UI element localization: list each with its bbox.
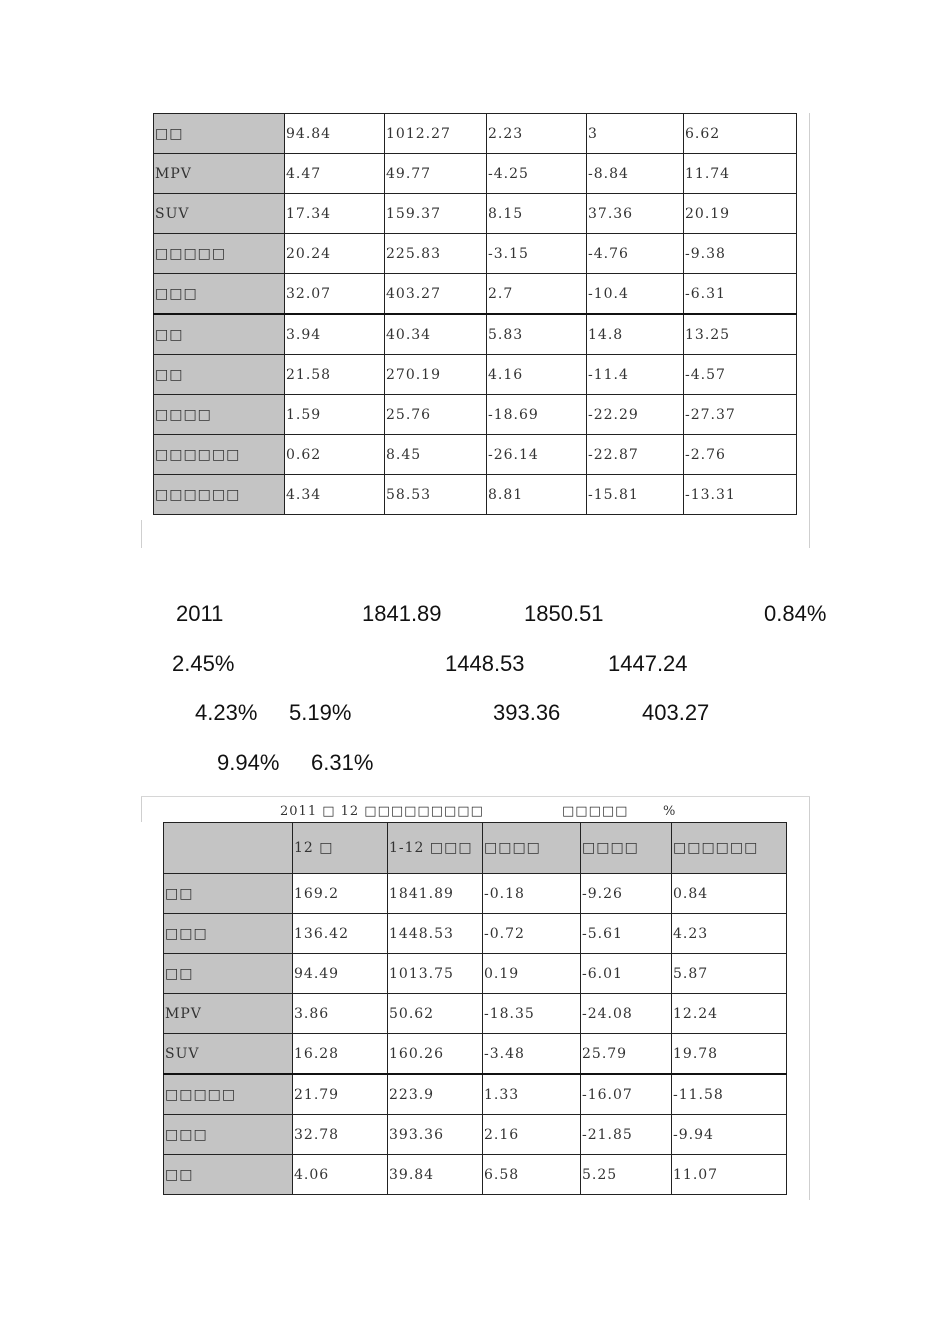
cell: 20.19 [684,194,797,234]
caption-unit: □□□□□ [562,804,629,819]
paragraph-value: 9.94% [217,750,280,775]
cell: 1013.75 [388,954,483,994]
table-row [154,114,797,154]
sales-table-continued [153,113,797,515]
cell: -18.69 [487,395,587,435]
cell: 0.19 [483,954,581,994]
cell: 393.36 [388,1115,483,1155]
table-row [164,994,787,1034]
paragraph-value: 1448.53 [445,651,525,676]
cell: 4.34 [285,475,385,515]
page-edge-line [809,113,810,548]
cell: -21.85 [581,1115,672,1155]
cell: 4.47 [285,154,385,194]
row-label: □□ [154,314,285,355]
cell: 0.62 [285,435,385,475]
cell: 3.94 [285,314,385,355]
page-edge-line [809,796,810,1200]
table-row [164,914,787,954]
cell: 8.81 [487,475,587,515]
cell: -10.4 [587,274,684,315]
cell: -3.15 [487,234,587,274]
cell: -11.58 [672,1074,787,1115]
cell: 21.79 [293,1074,388,1115]
table-row [164,874,787,914]
cell: 4.06 [293,1155,388,1195]
cell: 8.15 [487,194,587,234]
row-label: □□□ [154,274,285,315]
paragraph-value: 1850.51 [524,601,604,626]
cell: 5.83 [487,314,587,355]
cell: 2.23 [487,114,587,154]
cell: -13.31 [684,475,797,515]
column-header [164,823,293,874]
cell: -4.25 [487,154,587,194]
cell: -9.38 [684,234,797,274]
cell: 11.74 [684,154,797,194]
cell: 50.62 [388,994,483,1034]
table-row [164,1115,787,1155]
row-label: □□□□□ [154,234,285,274]
cell: -6.31 [684,274,797,315]
cell: 1841.89 [388,874,483,914]
cell: 94.49 [293,954,388,994]
page-edge-line [141,520,142,548]
row-label: □□□□ [154,395,285,435]
caption-title: 2011 □ 12 □□□□□□□□□ [280,804,484,819]
row-label: MPV [154,154,285,194]
cell: 159.37 [385,194,487,234]
cell: -24.08 [581,994,672,1034]
table-row [164,1155,787,1195]
cell: -0.72 [483,914,581,954]
row-label: □□ [164,1155,293,1195]
cell: 403.27 [385,274,487,315]
cell: -15.81 [587,475,684,515]
cell: 39.84 [388,1155,483,1195]
cell: 14.8 [587,314,684,355]
cell: -18.35 [483,994,581,1034]
row-label: □□ [154,114,285,154]
paragraph-value: 393.36 [493,700,561,725]
cell: 0.84 [672,874,787,914]
cell: 19.78 [672,1034,787,1075]
cell: -11.4 [587,355,684,395]
table-row [154,435,797,475]
column-header: 12 □ [293,823,388,874]
cell: 136.42 [293,914,388,954]
paragraph-value: 6.31% [311,750,374,775]
row-label: □□□ [164,1115,293,1155]
cell: -16.07 [581,1074,672,1115]
cell: 58.53 [385,475,487,515]
cell: 3 [587,114,684,154]
cell: -22.87 [587,435,684,475]
row-label: □□□□□□ [154,475,285,515]
cell: -9.26 [581,874,672,914]
column-header: □□□□□□ [672,823,787,874]
column-header: 1-12 □□□ [388,823,483,874]
row-label: □□□□□□ [154,435,285,475]
row-label: □□ [164,874,293,914]
paragraph-value: 1447.24 [608,651,688,676]
cell: -2.76 [684,435,797,475]
row-label: MPV [164,994,293,1034]
cell: 2.16 [483,1115,581,1155]
paragraph-value: 403.27 [642,700,710,725]
cell: 5.25 [581,1155,672,1195]
cell: 8.45 [385,435,487,475]
cell: -8.84 [587,154,684,194]
cell: 4.16 [487,355,587,395]
cell: 1012.27 [385,114,487,154]
caption-percent: % [663,804,677,819]
cell: -27.37 [684,395,797,435]
cell: 2.7 [487,274,587,315]
cell: 6.58 [483,1155,581,1195]
cell: -0.18 [483,874,581,914]
table-header-row [164,823,787,874]
table-row [164,954,787,994]
cell: 20.24 [285,234,385,274]
column-header: □□□□ [483,823,581,874]
paragraph-value: 2.45% [172,651,235,676]
cell: 25.76 [385,395,487,435]
cell: 225.83 [385,234,487,274]
cell: 13.25 [684,314,797,355]
cell: 4.23 [672,914,787,954]
cell: 37.36 [587,194,684,234]
cell: 1.59 [285,395,385,435]
column-header: □□□□ [581,823,672,874]
row-label: SUV [164,1034,293,1075]
cell: 160.26 [388,1034,483,1075]
cell: 223.9 [388,1074,483,1115]
table-row [164,1074,787,1115]
cell: 17.34 [285,194,385,234]
cell: -6.01 [581,954,672,994]
cell: 3.86 [293,994,388,1034]
cell: 6.62 [684,114,797,154]
cell: -4.76 [587,234,684,274]
cell: 169.2 [293,874,388,914]
cell: 32.07 [285,274,385,315]
row-label: SUV [154,194,285,234]
table-row [154,395,797,435]
table-row [154,475,797,515]
cell: 11.07 [672,1155,787,1195]
table-row [154,234,797,274]
table-row [154,274,797,315]
cell: 270.19 [385,355,487,395]
cell: -9.94 [672,1115,787,1155]
cell: -5.61 [581,914,672,954]
cell: 32.78 [293,1115,388,1155]
paragraph-value: 2011 [176,601,224,626]
cell: 40.34 [385,314,487,355]
cell: -26.14 [487,435,587,475]
row-label: □□ [154,355,285,395]
cell: 49.77 [385,154,487,194]
row-label: □□□ [164,914,293,954]
table-row [154,355,797,395]
cell: -4.57 [684,355,797,395]
paragraph-value: 1841.89 [362,601,442,626]
table-caption [141,796,809,822]
row-label: □□□□□ [164,1074,293,1115]
cell: 16.28 [293,1034,388,1075]
cell: 94.84 [285,114,385,154]
cell: 1448.53 [388,914,483,954]
table-row [154,314,797,355]
table-row [164,1034,787,1075]
cell: 5.87 [672,954,787,994]
cell: 1.33 [483,1074,581,1115]
sales-table-december [163,822,787,1195]
table-row [154,194,797,234]
cell: -3.48 [483,1034,581,1075]
table-row [154,154,797,194]
paragraph-value: 4.23% [195,700,258,725]
cell: 25.79 [581,1034,672,1075]
cell: 21.58 [285,355,385,395]
paragraph-value: 0.84% [764,601,827,626]
cell: -22.29 [587,395,684,435]
row-label: □□ [164,954,293,994]
paragraph-value: 5.19% [289,700,352,725]
cell: 12.24 [672,994,787,1034]
